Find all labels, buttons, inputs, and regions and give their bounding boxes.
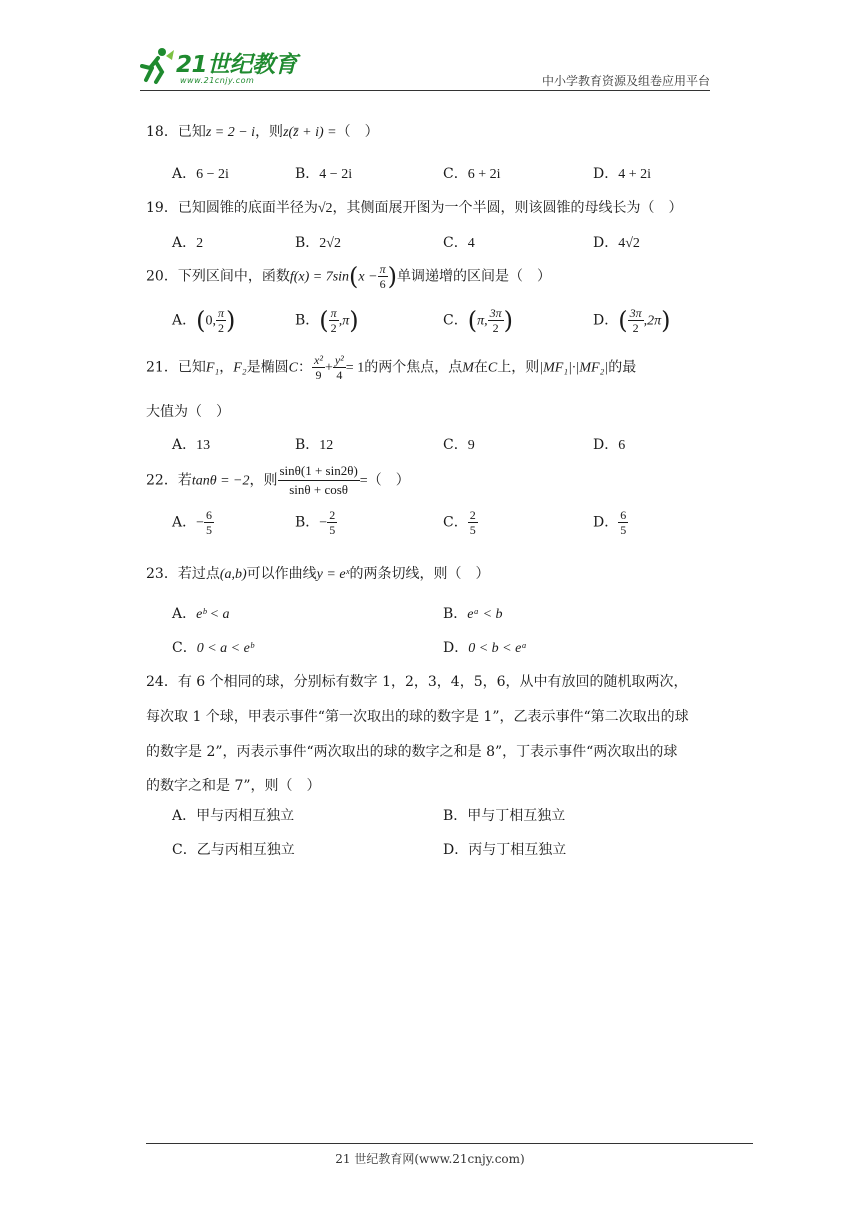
option-c [443,508,478,537]
option-value: 6 + 2i [467,167,501,182]
stem-text: 可以作曲线 [246,566,317,582]
stem-text: ， [219,359,234,376]
option-label: A． [172,606,197,622]
math-expr: C [288,360,299,376]
option-c: C．乙与丙相互独立 [172,842,295,858]
option-value: 4 − 2i [319,167,353,182]
option-c [443,434,475,454]
option-label: A． [172,166,197,182]
question-18-stem [146,121,379,141]
logo-url: www.21cnjy.com [180,76,255,85]
question-number: 24． [146,674,178,690]
math-expr: f(x) = 7sin [289,269,350,285]
option-b [295,508,337,537]
option-label: D． [443,640,469,656]
option-a: A．甲与丙相互独立 [172,808,295,824]
stem-text: 若过点 [177,566,220,582]
option-value: eᵇ < a [196,607,230,622]
option-value: eᵃ < b [467,607,503,622]
stem-text: 若 [177,472,192,489]
stem-text: 在 [473,359,488,376]
fraction-denominator: 2 [632,321,639,335]
option-c [172,637,254,657]
option-b [295,232,341,252]
fraction-denominator: 2 [218,321,224,335]
stem-text: ，则 [249,472,278,489]
option-a [172,163,229,183]
math-expr: F₁ [205,360,220,376]
math-expr: ,π [338,313,350,329]
question-number: 20． [146,268,178,285]
math-expr: x − [358,269,378,285]
option-label: A． [172,312,197,329]
fraction-numerator: 2 [329,508,336,522]
option-value: 12 [319,438,334,453]
option-d [593,508,628,537]
option-d: D．丙与丁相互独立 [443,842,567,858]
question-number: 18． [146,124,178,140]
math-expr: + [324,360,333,376]
fraction-numerator: 6 [620,508,627,522]
option-c: C．(π, $\frac{3\pi}{2}$ ) [443,306,513,335]
fraction-numerator: 3π [489,306,502,320]
fraction-numerator: π [330,306,337,320]
option-a [172,603,230,623]
option-a [172,232,203,252]
fraction-numerator: y² [334,353,344,367]
stem-text: ： [298,359,313,376]
math-expr: = 1 [345,360,365,376]
fraction-numerator: π [218,306,225,320]
question-24-stem-line2: 每次取 1 个球，甲表示事件“第一次取出的球的数字是 1”，乙表示事件“第二次取出的球 [146,709,689,725]
math-expr: C [487,360,498,376]
fraction-denominator: 5 [620,523,627,537]
option-label: D． [593,312,619,329]
question-20-stem: 20．下列区间中，函数f(x) = 7sin(x − $\frac{\pi}{6}$ )单调递增的区间是（ ） [146,262,551,291]
fraction-denominator: 2 [330,321,337,335]
fraction-denominator: 2 [492,321,499,335]
math-expr: √2 [317,201,333,216]
option-a [172,508,214,537]
question-21-stem [146,353,636,382]
option-label: D． [593,235,619,251]
option-label: C． [443,437,468,453]
stem-text: 已知 [177,359,206,376]
stem-text: 已知圆锥的底面半径为 [177,200,318,216]
fraction-denominator: 6 [379,277,386,291]
option-value: 6 − 2i [196,167,229,182]
stem-text: 单调递增的区间是（ ） [396,268,551,285]
runner-icon [140,46,176,86]
answer-blank: （ ） [336,124,379,140]
option-d [593,434,625,454]
option-label: D． [593,514,619,531]
option-c [443,232,475,252]
option-label: B． [443,606,468,622]
question-24-stem-line3: 的数字是 2”，丙表示事件“两次取出的球的数字之和是 8”，丁表示事件“两次取出的球 [146,744,678,760]
footer-divider [146,1143,753,1144]
question-21-stem-line2: 大值为（ ） [146,404,230,420]
option-label: C． [443,312,468,329]
option-label: D． [593,166,619,182]
fraction-denominator: 5 [206,523,213,537]
fraction-numerator: π [379,262,386,276]
option-value: 9 [467,438,475,453]
question-19-stem [146,197,683,217]
question-number: 22． [146,472,178,489]
logo-text: 21世纪教育 [176,52,298,78]
math-expr: 0, [205,313,216,329]
fraction-denominator: 5 [329,523,336,537]
question-number: 21． [146,359,178,376]
stem-text: 有 6 个相同的球，分别标有数字 1，2，3，4，5，6，从中有放回的随机取两次， [177,674,688,690]
option-b [443,603,503,623]
option-b [295,163,352,183]
math-expr: M [462,360,474,376]
option-value: 13 [196,438,211,453]
option-value: 6 [618,438,626,453]
math-expr: = [359,473,368,489]
math-expr: tanθ = −2 [191,473,250,489]
option-b [295,434,333,454]
stem-text: 上，则 [497,359,540,376]
math-expr: − [319,515,328,531]
option-value: 2 [196,236,204,251]
option-label: B． [295,514,320,531]
option-label: B． [295,235,320,251]
stem-text: 的两个焦点，点 [364,359,463,376]
math-expr: z = 2 − i [205,125,256,140]
stem-text: 下列区间中，函数 [177,268,290,285]
stem-text: 的两条切线，则（ ） [349,566,490,582]
option-label: A． [172,437,197,453]
stem-text: ，则 [255,124,284,140]
stem-text: ，其侧面展开图为一个半圆，则该圆锥的母线长为（ ） [332,200,683,216]
option-d: D．( $\frac{3\pi}{2}$ ,2π) [593,306,671,335]
math-expr: y = eˣ [316,567,350,582]
fraction-denominator: 5 [469,523,476,537]
fraction-numerator: 3π [629,306,642,320]
option-label: A． [172,235,197,251]
fraction-denominator: 9 [315,368,322,382]
platform-name: 中小学教育资源及组卷应用平台 [541,74,710,88]
math-expr: |MF₁|·|MF₂| [539,360,609,376]
option-value: 2√2 [319,236,341,251]
fraction-numerator: 6 [206,508,213,522]
option-value: 4 + 2i [618,167,652,182]
option-b: B．( $\frac{\pi}{2}$ ,π) [295,306,359,335]
option-d [443,637,527,657]
option-label: C． [443,166,468,182]
option-label: B． [295,312,320,329]
footer-text: 21 世纪教育网(www.21cnjy.com) [335,1152,525,1166]
question-24-stem-line4: 的数字之和是 7”，则（ ） [146,778,321,794]
question-22-stem [146,462,410,499]
stem-text: 已知 [177,124,206,140]
question-23-stem [146,563,489,583]
fraction-numerator: sinθ(1 + sin2θ) [278,462,360,481]
option-label: C． [443,514,468,531]
option-value: 0 < a < eᵇ [196,641,254,656]
option-value: 4√2 [618,236,640,251]
math-expr: − [196,515,205,531]
math-expr: z(z̄ + i) = [283,125,337,140]
option-label: C． [443,235,468,251]
question-number: 23． [146,566,178,582]
option-d [593,232,640,252]
stem-text: 是椭圆 [246,359,289,376]
option-label: B． [295,437,320,453]
option-label: C． [172,640,197,656]
stem-text: 的最 [608,359,637,376]
fraction-denominator: sinθ + cosθ [289,482,349,497]
question-number: 19． [146,200,178,216]
option-b: B．甲与丁相互独立 [443,808,566,824]
math-expr: ,2π [643,313,662,329]
option-c [443,163,501,183]
option-value: 0 < b < eᵃ [468,641,527,656]
answer-blank: （ ） [367,472,410,489]
header-divider [140,90,710,91]
math-expr: π, [477,313,488,329]
option-label: D． [593,437,619,453]
option-d [593,163,651,183]
fraction-numerator: x² [314,353,323,367]
site-logo [140,44,315,90]
fraction-numerator: 2 [469,508,476,522]
math-expr: F₂ [233,360,247,376]
fraction-denominator: 4 [336,368,343,382]
math-expr: (a,b) [219,567,247,582]
option-label: B． [295,166,320,182]
option-value: 4 [467,236,475,251]
option-label: A． [172,514,197,531]
option-a: A．(0, $\frac{\pi}{2}$ ) [172,306,236,335]
question-24-stem [146,671,688,691]
option-a [172,434,210,454]
